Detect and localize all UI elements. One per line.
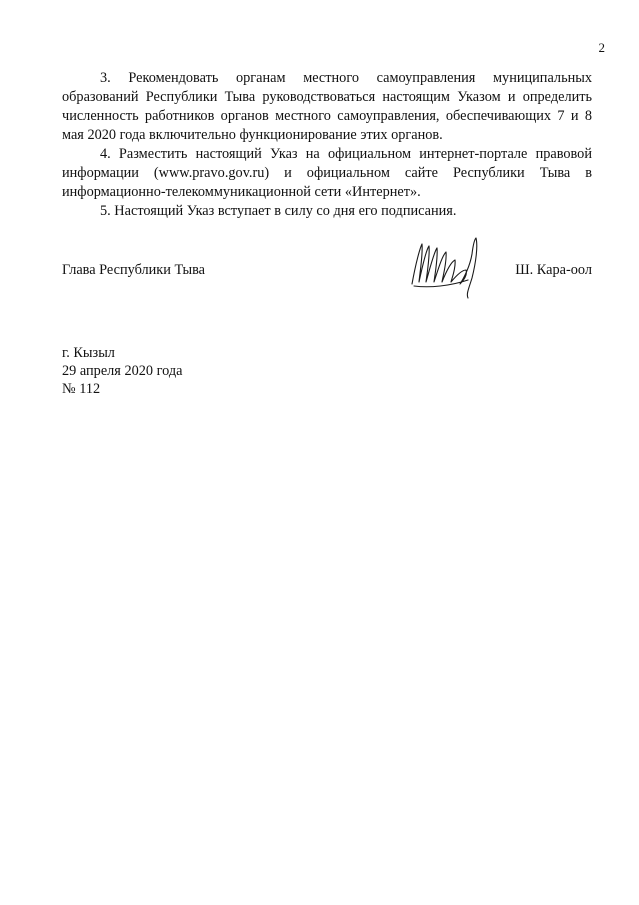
issue-date: 29 апреля 2020 года <box>62 363 183 379</box>
paragraph-4: 4. Разместить настоящий Указ на официальном интернет-портале правовой информации (www.pravo.gov.ru) и официальном сайте Республики Тыва в информационно-телекоммуникационной сети «Интернет». <box>62 146 592 200</box>
signer-position: Глава Республики Тыва <box>62 262 205 278</box>
signature-row <box>62 261 592 281</box>
paragraph-3: 3. Рекомендовать органам местного самоуправления муниципальных образований Республики Тыва руководствоваться настоящим Указом и определить численность работников органов местного самоуправления, обеспечивающих 7 и 8 мая 2020 года включительно функционирование этих органов. <box>62 70 592 143</box>
decree-number: № 112 <box>62 381 101 397</box>
signer-name: Ш. Кара-оол <box>515 262 592 278</box>
decree-footer <box>62 344 183 398</box>
paragraph-5: 5. Настоящий Указ вступает в силу со дня его подписания. <box>100 203 457 219</box>
decree-body <box>62 69 592 221</box>
page-number: 2 <box>598 40 605 55</box>
issue-city: г. Кызыл <box>62 345 115 361</box>
